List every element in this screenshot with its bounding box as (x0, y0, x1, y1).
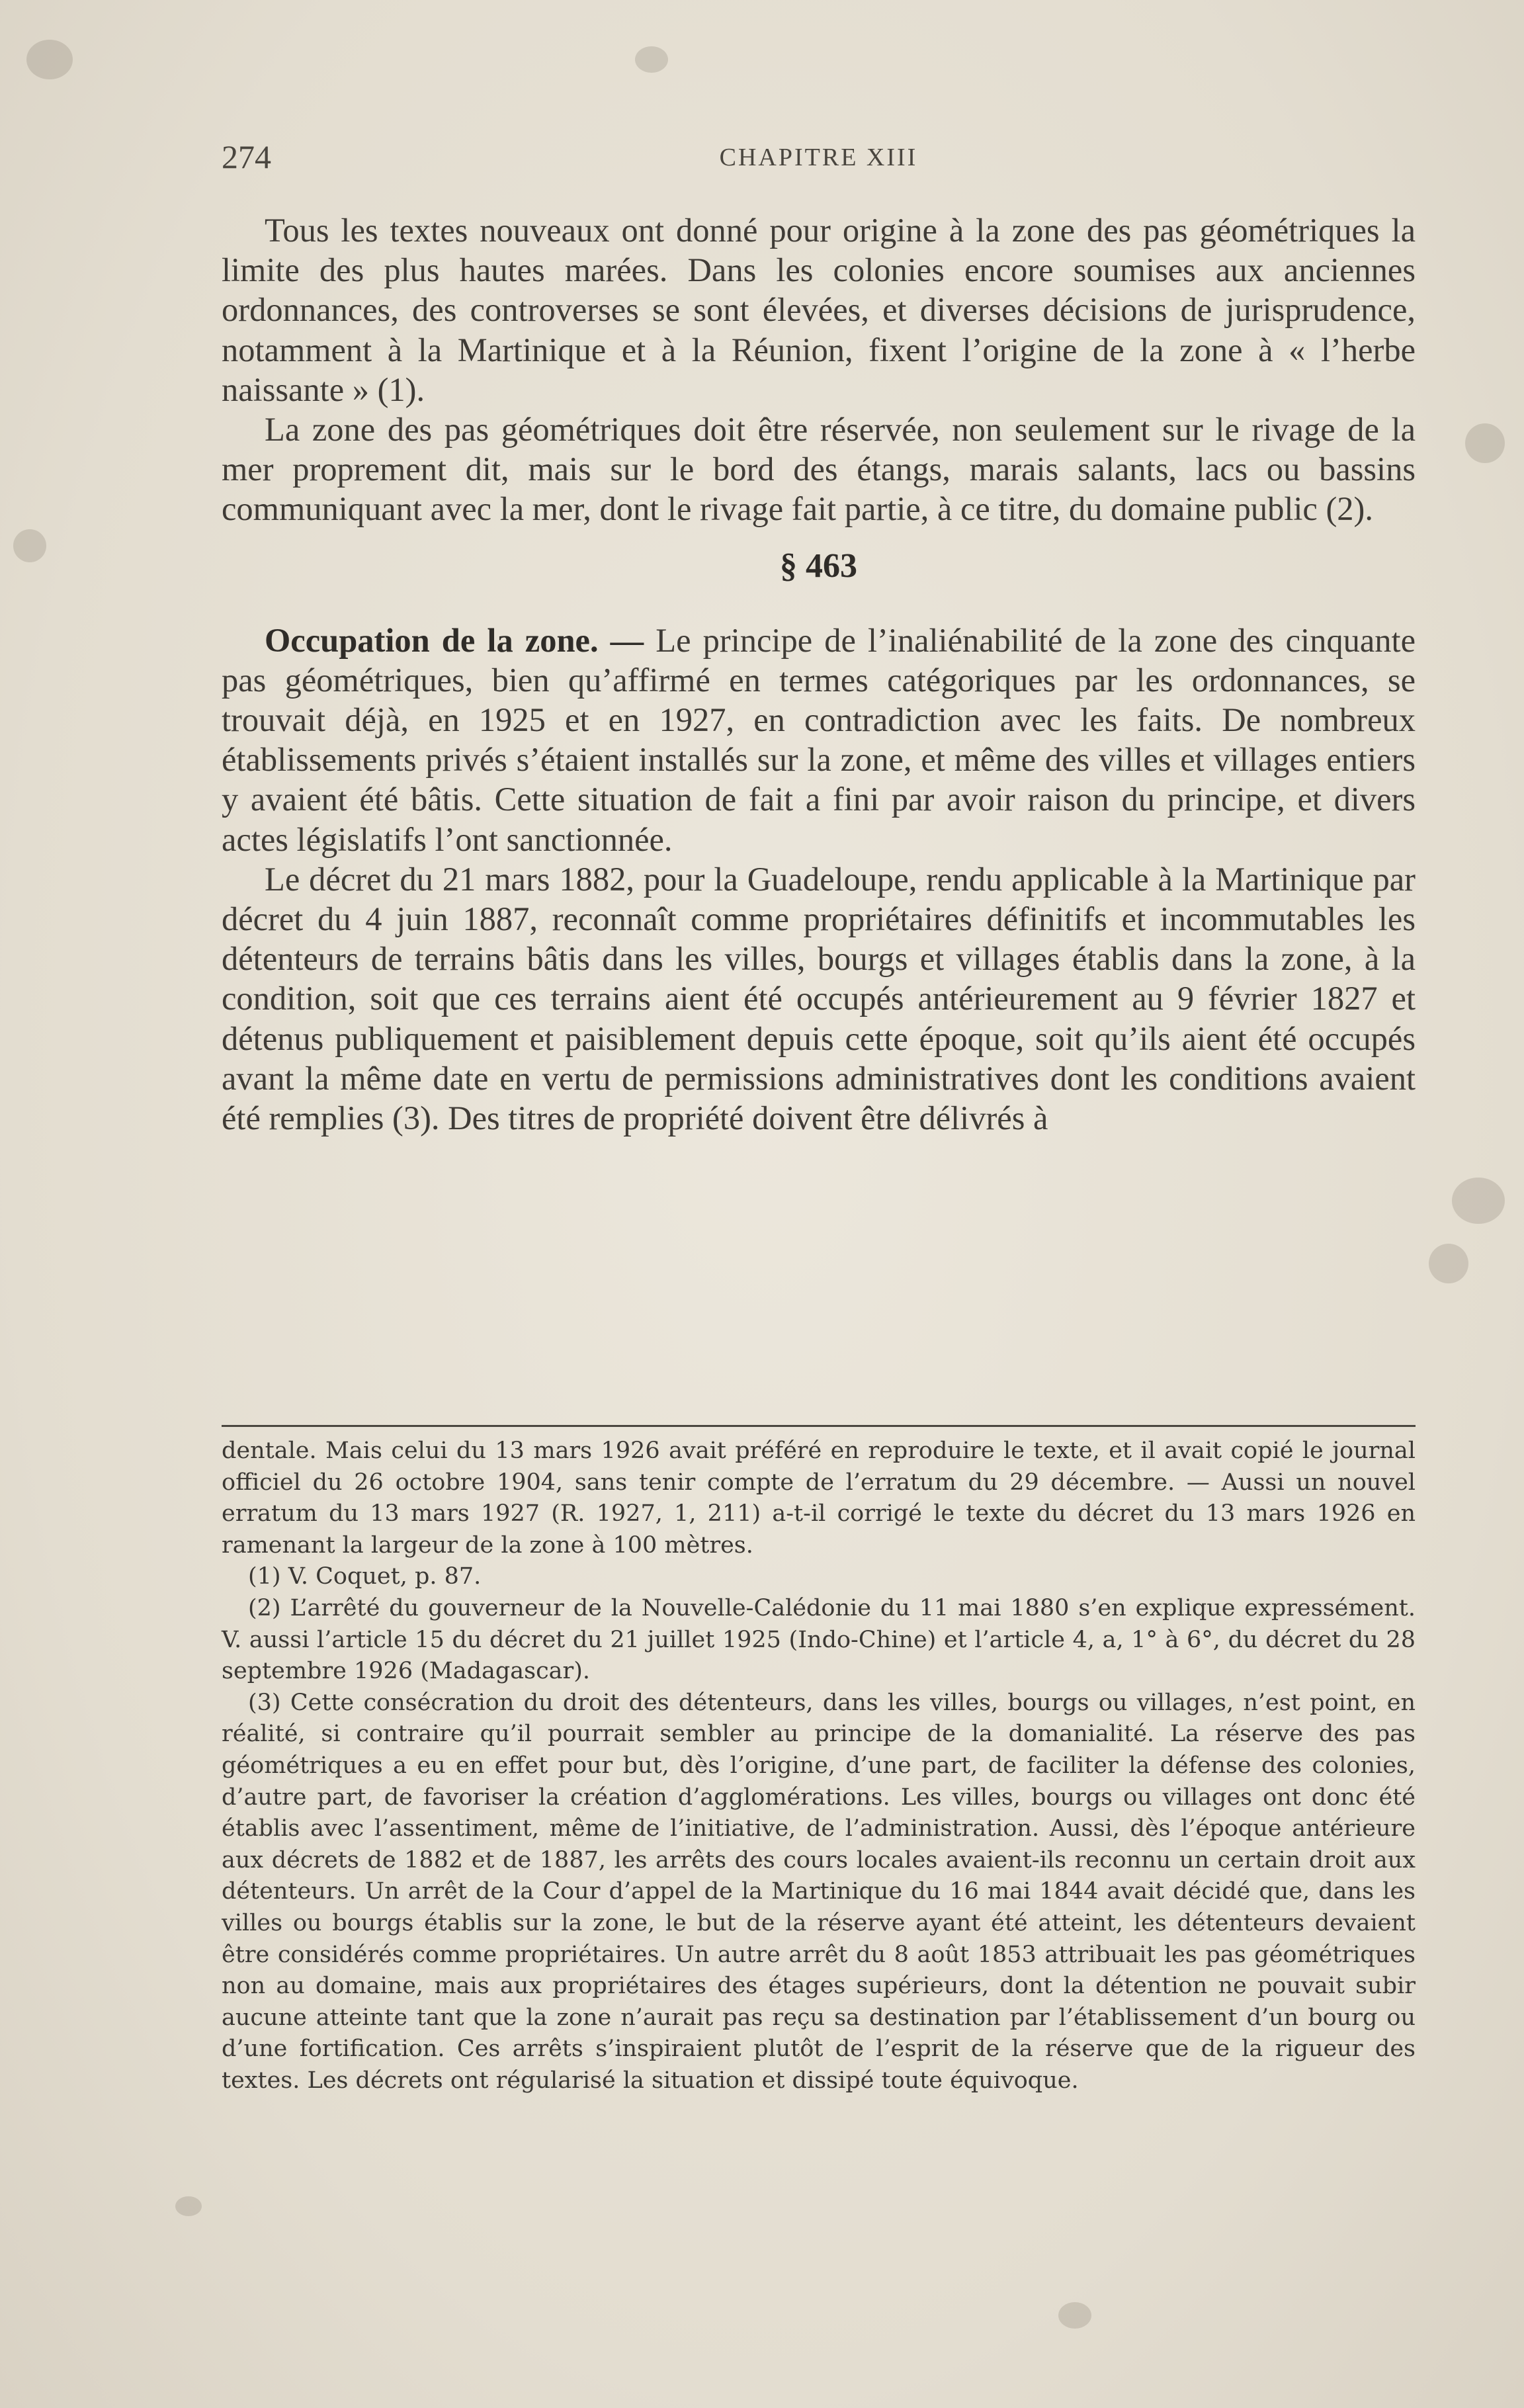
foxing-stain (1452, 1178, 1505, 1224)
foxing-stain (635, 46, 668, 73)
chapter-title: CHAPITRE XIII (719, 144, 918, 171)
foxing-stain (1429, 1244, 1468, 1283)
footnotes (222, 1436, 1416, 2096)
paragraph-2: La zone des pas géométriques doit être réservée, non seulement sur le rivage de la mer proprement dit, mais sur le bord des étangs, marais salants, lacs ou bassins communiquant avec la mer, dont le rivage fait partie, à ce titre, du domaine public (2). (222, 411, 1416, 528)
paragraph-4: Le décret du 21 mars 1882, pour la Guadeloupe, rendu applicable à la Martinique par décret du 4 juin 1887, reconnaît comme propriétaires définitifs et incommutables les détenteurs de terrains bâtis dans les villes, bourgs et villages établis dans la zone, à la condition, soit que ces terrains aient été occupés antérieurement au 9 février 1827 et détenus publiquement et paisiblement depuis cette époque, soit qu’ils aient été occupés avant la même date en vertu de permissions administratives dont les conditions avaient été remplies (3). Des titres de propriété doivent être délivrés à (222, 860, 1416, 1137)
section-heading: § 463 (780, 546, 857, 585)
foxing-stain (175, 2196, 202, 2216)
foxing-stain (13, 529, 46, 562)
running-header (222, 138, 1416, 177)
paragraph-3-text: Le principe de l’inaliénabilité de la zone des cinquante pas géométriques, bien qu’affirmé en termes catégoriques par les ordonnances, se trouvait déjà, en 1925 et en 1927, en contradiction avec les faits. De nombreux établissements privés s’étaient installés sur la zone, et même des villes et villages entiers y avaient été bâtis. Cette situation de fait a fini par avoir raison du principe, et divers actes législatifs l’ont sanctionnée. (222, 621, 1416, 858)
foxing-stain (26, 40, 73, 79)
footnote-separator (222, 1425, 1416, 1427)
main-text (222, 210, 1416, 1138)
paragraph-3 (222, 621, 1416, 859)
page-number: 274 (222, 138, 271, 175)
foxing-stain (1058, 2302, 1091, 2329)
footnote-3: (3) Cette consécration du droit des détenteurs, dans les villes, bourgs ou villages, n’est point, en réalité, si contraire qu’il pourrait sembler au principe de la domanialité. La réserve des pas géométriques a eu en effet pour but, dès l’origine, d’une part, de faciliter la défense des colonies, d’autre part, de favoriser la création d’agglomérations. Les villes, bourgs ou villages ont donc été établis avec l’assentiment, même de l’initiative, de l’administration. Aussi, dès l’époque antérieure aux décrets de 1882 et de 1887, les arrêts des cours locales avaient-ils reconnu un certain droit aux détenteurs. Un arrêt de la Cour d’appel de la Martinique du 16 mai 1844 avait décidé que, dans les villes ou bourgs établis sur la zone, le but de la réserve ayant été atteint, les détenteurs devaient être considérés comme propriétaires. Un autre arrêt du 8 août 1853 attribuait les pas géométriques non au domaine, mais aux propriétaires des étages supérieurs, dont la détention ne pouvait subir aucune atteinte tant que la zone n’aurait pas reçu sa destination par l’établissement d’un bourg ou d’une fortification. Ces arrêts s’inspiraient plutôt de l’esprit de la réserve que de la rigueur des textes. Les décrets ont régularisé la situation et dissipé toute équivoque. (222, 1689, 1416, 2094)
footnote-1: (1) V. Coquet, p. 87. (248, 1563, 482, 1590)
footnote-2: (2) L’arrêté du gouverneur de la Nouvelle-Calédonie du 11 mai 1880 s’en explique expressément. V. aussi l’article 15 du décret du 21 juillet 1925 (Indo-Chine) et l’article 4, a, 1° à 6°, du décret du 28 septembre 1926 (Madagascar). (222, 1594, 1416, 1685)
paragraph-1: Tous les textes nouveaux ont donné pour origine à la zone des pas géométriques la limite des plus hautes marées. Dans les colonies encore soumises aux anciennes ordonnances, des controverses se sont élevées, et diverses décisions de jurisprudence, notamment à la Martinique et à la Réunion, fixent l’origine de la zone à « l’herbe naissante » (1). (222, 212, 1416, 408)
foxing-stain (1465, 423, 1505, 463)
footnote-continuation: dentale. Mais celui du 13 mars 1926 avait préféré en reproduire le texte, et il avait copié le journal officiel du 26 octobre 1904, sans tenir compte de l’erratum du 29 décembre. — Aussi un nouvel erratum du 13 mars 1927 (R. 1927, 1, 211) a-t-il corrigé le texte du décret du 13 mars 1926 en ramenant la largeur de la zone à 100 mètres. (222, 1438, 1416, 1559)
run-in-heading: Occupation de la zone. — (265, 621, 644, 659)
